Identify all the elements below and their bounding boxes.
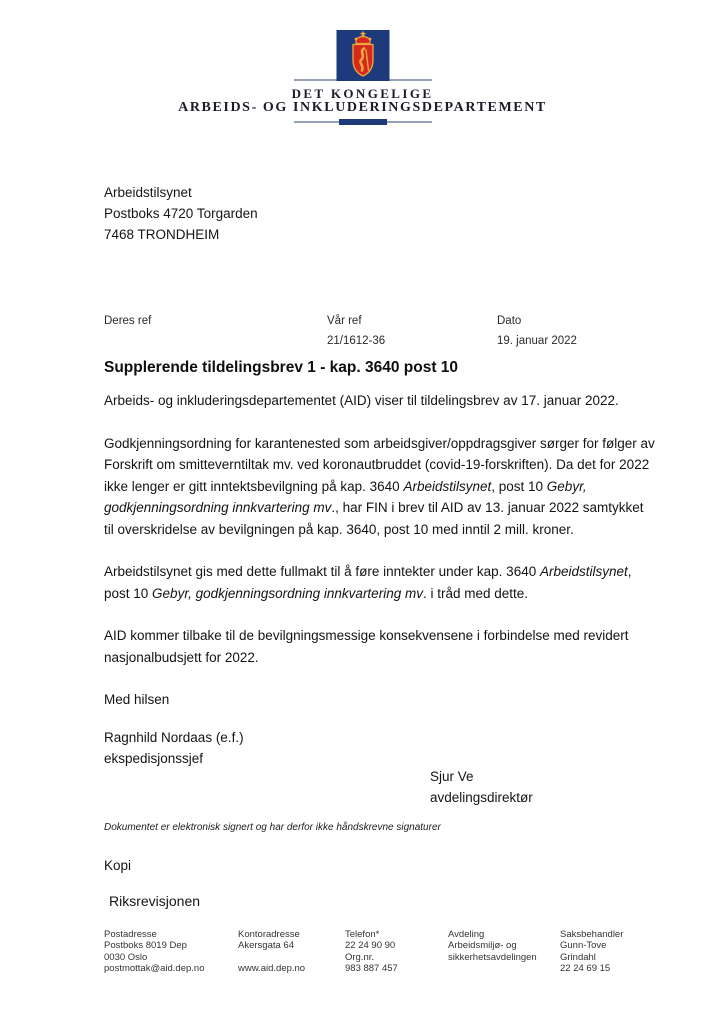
footer-office-address-column	[238, 929, 345, 975]
body-paragraph-2: Godkjenningsordning for karantenested som arbeidsgiver/oppdragsgiver sørger for følger av Forskrift om smitteverntiltak mv. ved koronautbruddet (covid-19-forskriften). Da det for 2022 ikke lenger er gitt inntektsbevilgning på kap. 3640 Arbeidstilsynet, post 10 Gebyr, godkjenningsordning innkvartering mv., har FIN i brev til AID av 13. januar 2022 samtykket til overskridelse av bevilgningen på kap. 3640, post 10 med inntil 2 mill. kroner.	[104, 435, 655, 537]
reference-row	[104, 315, 660, 348]
signer-2	[430, 766, 657, 809]
dato-column	[497, 315, 660, 348]
header-divider-accent	[339, 119, 387, 125]
footer-orgnr-value: 983 887 457	[345, 963, 398, 975]
signer-1-name: Ragnhild Nordaas (e.f.)	[104, 729, 244, 745]
recipient-city: 7468 TRONDHEIM	[104, 227, 220, 242]
footer-department-line	[448, 963, 560, 974]
var-ref-column	[327, 315, 497, 348]
deres-ref-column	[104, 315, 327, 348]
body-paragraph-3: Arbeidstilsynet gis med dette fullmakt til å føre inntekter under kap. 3640 Arbeidstilsynet, post 10 Gebyr, godkjenningsordning innkvartering mv. i tråd med dette.	[104, 564, 632, 601]
letter-footer	[104, 929, 664, 975]
recipient-name: Arbeidstilsynet	[104, 185, 192, 200]
footer-office-address-header: Kontoradresse	[238, 929, 300, 940]
footer-caseworker-name: Grindahl	[560, 951, 596, 963]
footer-website: www.aid.dep.no	[238, 963, 306, 975]
footer-department-column	[448, 929, 560, 975]
footer-postal-address-column	[104, 929, 238, 975]
letterhead	[0, 0, 725, 132]
footer-phone-column	[345, 929, 448, 975]
copy-label: Kopi	[104, 857, 132, 873]
footer-postal-line: Postboks 8019 Dep	[104, 940, 187, 952]
var-ref-label: Vår ref	[327, 315, 362, 327]
footer-department-header: Avdeling	[448, 929, 485, 940]
footer-phone-header: Telefon*	[345, 929, 380, 940]
copy-recipient: Riksrevisjonen	[109, 893, 201, 909]
footer-department-line: sikkerhetsavdelingen	[448, 951, 537, 963]
salutation: Med hilsen	[104, 692, 170, 707]
footer-email: postmottak@aid.dep.no	[104, 963, 205, 975]
footer-caseworker-name: Gunn-Tove	[560, 940, 607, 952]
footer-office-line	[238, 952, 345, 963]
footer-caseworker-column	[560, 929, 664, 975]
footer-phone-number: 22 24 90 90	[345, 940, 396, 952]
letter-title: Supplerende tildelingsbrev 1 - kap. 3640 post 10	[104, 359, 459, 376]
recipient-street: Postboks 4720 Torgarden	[104, 206, 258, 221]
body-paragraph-4: AID kommer tilbake til de bevilgningsmessige konsekvensene i forbindelse med revidert nasjonalbudsjett for 2022.	[104, 628, 629, 665]
deres-ref-label: Deres ref	[104, 315, 152, 327]
electronic-signature-note: Dokumentet er elektronisk signert og har derfor ikke håndskrevne signaturer	[104, 821, 441, 833]
recipient-address	[104, 182, 258, 245]
footer-postal-line: 0030 Oslo	[104, 951, 148, 963]
body-paragraph-1: Arbeids- og inkluderingsdepartementet (AID) viser til tildelingsbrev av 17. januar 2022.	[104, 393, 619, 408]
ministry-name-line2: ARBEIDS- OG INKLUDERINGSDEPARTEMENT	[178, 100, 547, 115]
letter-body	[104, 358, 657, 913]
footer-department-line: Arbeidsmiljø- og	[448, 940, 517, 952]
footer-postal-address-header: Postadresse	[104, 929, 157, 940]
signer-2-title: avdelingsdirektør	[430, 790, 533, 805]
dato-label: Dato	[497, 315, 522, 327]
footer-orgnr-label: Org.nr.	[345, 951, 375, 963]
footer-caseworker-header: Saksbehandler	[560, 929, 624, 940]
footer-office-line: Akersgata 64	[238, 940, 294, 952]
signer-2-name: Sjur Ve	[430, 768, 474, 784]
header-divider-rule	[294, 121, 432, 123]
ministry-name-line1: DET KONGELIGE	[291, 86, 434, 101]
signer-1-title: ekspedisjonssjef	[104, 751, 204, 766]
footer-caseworker-phone: 22 24 69 15	[560, 963, 611, 975]
signer-1	[104, 727, 657, 770]
norway-coat-of-arms-icon	[336, 30, 389, 81]
var-ref-value: 21/1612-36	[327, 335, 386, 347]
dato-value: 19. januar 2022	[497, 335, 577, 347]
